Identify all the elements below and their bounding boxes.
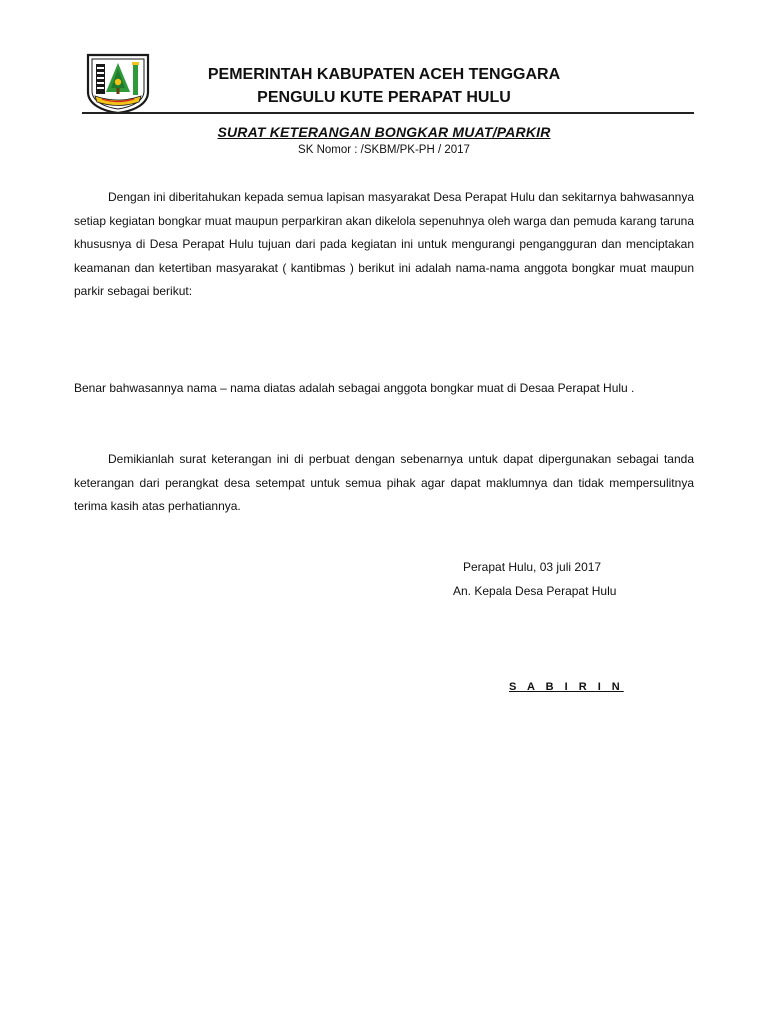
signature-place-date: Perapat Hulu, 03 juli 2017 [463, 560, 602, 574]
document-number: SK Nomor : /SKBM/PK-PH / 2017 [298, 144, 470, 156]
signature-name: S A B I R I N [509, 681, 624, 693]
letterhead-line-1: PEMERINTAH KABUPATEN ACEH TENGGARA [207, 66, 561, 83]
letterhead-organization [160, 63, 608, 109]
document-title: SURAT KETERANGAN BONGKAR MUAT/PARKIR [217, 124, 551, 140]
letterhead-line-2: PENGULU KUTE PERAPAT HULU [257, 89, 511, 106]
paragraph-announcement: Dengan ini diberitahukan kepada semua lapisan masyarakat Desa Perapat Hulu dan sekitarnya bahwasannya setiap kegiatan bongkar muat maupun perparkiran akan dikelola sepenuhnya oleh warga dan pemuda karang taruna khususnya di Desa Perapat Hulu tujuan dari pada kegiatan ini untuk mengurangi pengangguran dan menciptakan keamanan dan ketertiban masyarakat ( kantibmas ) berikut ini adalah nama-nama anggota bongkar muat maupun parkir sebagai berikut: [74, 190, 694, 299]
paragraph-confirmation: Benar bahwasannya nama – nama diatas adalah sebagai anggota bongkar muat di Desaa Perapat Hulu . [74, 381, 635, 395]
letterhead-divider [82, 112, 694, 114]
regency-emblem-icon [84, 52, 152, 114]
signature-role: An. Kepala Desa Perapat Hulu [453, 584, 617, 598]
paragraph-closing: Demikianlah surat keterangan ini di perbuat dengan sebenarnya untuk dapat dipergunakan sebagai tanda keterangan dari perangkat desa setempat untuk semua pihak agar dapat maklumnya dan tidak mempersulitnya terima kasih atas perhatiannya. [74, 452, 694, 514]
